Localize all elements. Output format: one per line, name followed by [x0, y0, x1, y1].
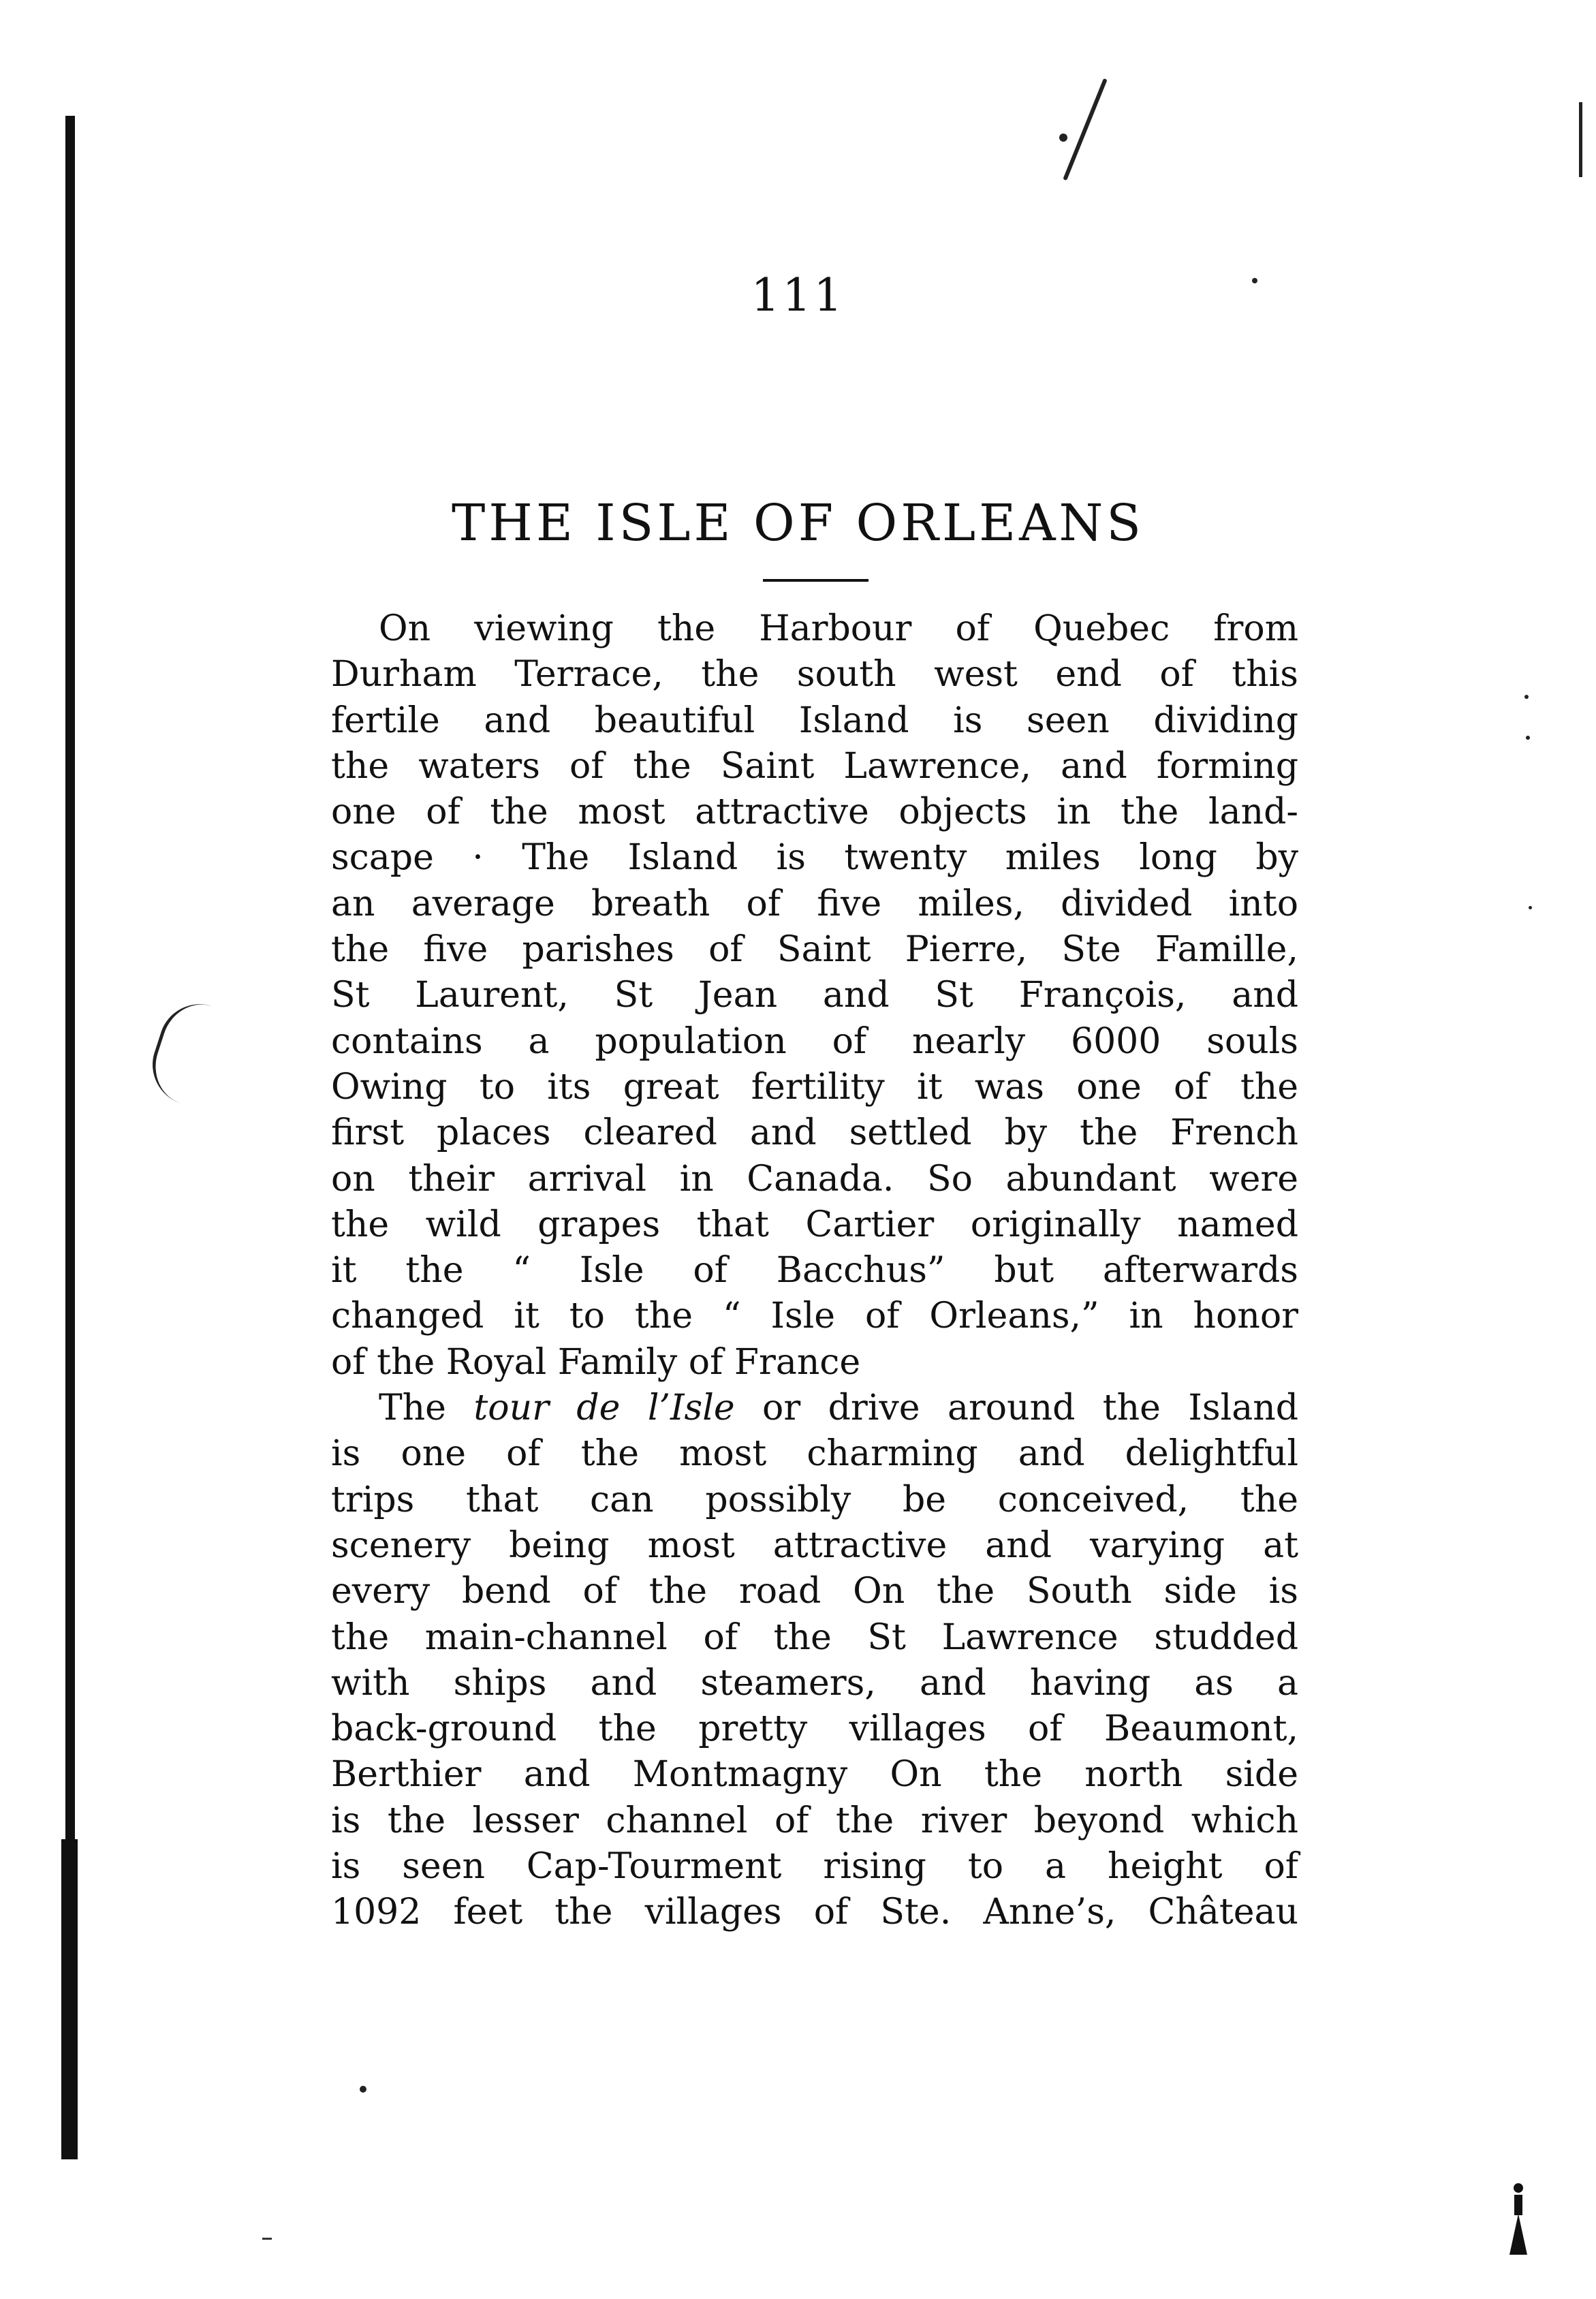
text-line: is the lesser channel of the river beyond which — [331, 1800, 1298, 1841]
ink-dot — [1526, 736, 1530, 740]
text-fragment: The — [379, 1388, 474, 1429]
text-line: is one of the most charming and delightful — [331, 1433, 1298, 1475]
text-line: On viewing the Harbour of Quebec from — [379, 608, 1298, 649]
pencil-mark-paren — [142, 994, 215, 1105]
text-fragment: or drive around the Island — [734, 1388, 1298, 1429]
ornament-figure-icon — [1507, 2180, 1530, 2255]
text-line: trips that can possibly be conceived, the — [331, 1479, 1298, 1520]
text-line: first places cleared and settled by the French — [331, 1112, 1298, 1154]
text-line: the wild grapes that Cartier originally named — [331, 1204, 1298, 1245]
text-line: an average breath of five miles, divided into — [331, 883, 1298, 924]
page-number: 111 — [751, 269, 845, 322]
scan-edge-left-bottom — [61, 1839, 78, 2159]
text-line: on their arrival in Canada. So abundant were — [331, 1158, 1298, 1200]
ink-dot — [1059, 134, 1067, 142]
text-line: back-ground the pretty villages of Beaumont, — [331, 1708, 1298, 1750]
text-line — [331, 1386, 1298, 1431]
scan-edge-right — [1579, 102, 1582, 177]
text-line: the main-channel of the St Lawrence studded — [331, 1616, 1298, 1658]
pencil-mark-slash — [1063, 78, 1108, 181]
ink-dash — [262, 2238, 272, 2240]
ink-dot — [360, 2086, 366, 2093]
text-line: fertile and beautiful Island is seen dividing — [331, 700, 1298, 741]
ink-dot — [1524, 695, 1529, 699]
text-line: 1092 feet the villages of Ste. Anne’s, Château — [331, 1892, 1298, 1933]
title-rule — [763, 579, 869, 582]
text-line: it the “ Isle of Bacchus” but afterwards — [331, 1250, 1298, 1292]
page-title: THE ISLE OF ORLEANS — [451, 494, 1144, 552]
text-line: the five parishes of Saint Pierre, Ste Famille, — [331, 929, 1298, 971]
body-text — [331, 606, 1298, 1936]
text-line: scape · The Island is twenty miles long by — [331, 837, 1298, 879]
text-line: with ships and steamers, and having as a — [331, 1662, 1298, 1704]
text-line: St Laurent, St Jean and St François, and — [331, 975, 1298, 1016]
text-line: contains a population of nearly 6000 souls — [331, 1020, 1298, 1062]
text-line: Durham Terrace, the south west end of this — [331, 654, 1298, 695]
text-line: one of the most attractive objects in the land- — [331, 792, 1298, 833]
ink-dot — [1529, 906, 1532, 909]
italic-phrase: tour de l’Isle — [473, 1388, 735, 1429]
text-line: scenery being most attractive and varying at — [331, 1524, 1298, 1566]
text-line: Owing to its great fertility it was one of the — [331, 1066, 1298, 1108]
text-line: Berthier and Montmagny On the north side — [331, 1754, 1298, 1796]
text-line: of the Royal Family of France — [331, 1341, 861, 1383]
text-line: changed it to the “ Isle of Orleans,” in honor — [331, 1296, 1298, 1337]
text-line: every bend of the road On the South side is — [331, 1571, 1298, 1612]
text-line: the waters of the Saint Lawrence, and forming — [331, 745, 1298, 787]
text-line: is seen Cap-Tourment rising to a height of — [331, 1846, 1298, 1888]
